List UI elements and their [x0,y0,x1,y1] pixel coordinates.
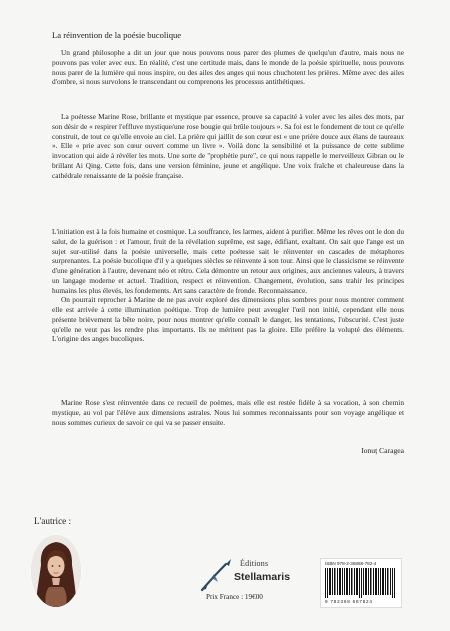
author-portrait [31,535,81,607]
paragraph: Marine Rose s'est réinventée dans ce recueil de poèmes, mais elle est restée fidèle à sa vocation, à son chemin mystique, au vol par l'élève aux dimensions astrales. Nous lui sommes reconnaissants pour son voyage angélique et nous sommes curieux de savoir ce qui va se passer ensuite. [52,398,404,427]
paragraph: On pourrait reprocher à Marine de ne pas avoir exploré des dimensions plus sombres pour nous montrer comment elle est arrivée à cette illumination poétique. Trop de lumière peut aveugler l'œil non initié, cependant elle nous présente brièvement la bête noire, pour nous montrer qu'elle connaît le danger, les tentations, l'obscurité. C'est juste qu'elle ne veut pas les rendre plus importants. Ils ne méritent pas la gloire. Elle préfère la volupté des éléments. L'origine des anges bucoliques. [52,295,404,344]
author-signature: Ionuț Caragea [361,446,404,455]
price-label: Prix France : 19€00 [206,593,263,601]
page-title: La réinvention de la poésie bucolique [52,30,182,40]
publisher-prefix: Éditions [240,559,269,568]
barcode-graphic [325,568,397,598]
paragraph: La poétesse Marine Rose, brillante et mystique par essence, prouve sa capacité à voler avec les ailes des mots, par son désir de « respirer l'effluve mystique/une rose bougie qui brûle toujours ». Sa foi est le fondement de tout ce qu'elle construit, de tout ce qu'elle envoie au ciel. La prière qui jaillit de son cœur est « une prière douce aux élans de taureaux ». Elle « prie avec son cœur ouvert comme un livre ». Voilà donc la sensibilité et la puissance de cette sublime invocation qui aide à révéler les mots. Une sorte de "prophétie pure", ce qui nous rappelle le merveilleux Gibran ou le brillant Ai Qing. Cette fois, dans une version féminine, jeune et angélique. Une voix fraîche et chaleureuse dans la cathédrale renaissante de la poésie française. [52,112,404,180]
barcode-block [320,558,402,608]
paragraph-section-4 [52,398,404,427]
paragraph: L'initiation est à la fois humaine et cosmique. La souffrance, les larmes, aident à purifier. Même les rêves ont le don du salut, de la guérison : et l'amour, fruit de la révélation suprême, est sage, édifiant, exaltant. On sait que l'ange est un sujet sur-utilisé dans la poésie universelle, mais cette poétesse sait le réinventer en cascades de métaphores surprenantes. La poésie bucolique d'il y a quelques siècles se réinvente à son tour. Ainsi que le classicisme se réinvente d'une génération à l'autre, devenant néo et rétro. Cela démontre un retour aux origines, aux anciennes valeurs, à travers un langage moderne et actuel. Tradition, respect et réinvention. Changement, évolution, sans trahir les principes humains les plus élevés, les fondements. Art sans caractère de fronde. Reconnaissance. [52,227,404,295]
paragraph-section-3 [52,227,404,344]
portrait-image [31,535,81,607]
paragraph-section-1 [52,48,404,87]
paragraph-section-2 [52,112,404,180]
author-label: L'autrice : [34,516,72,526]
paragraph: Un grand philosophe a dit un jour que nous pouvons nous parer des plumes de quelqu'un d'autre, mais nous ne pouvons pas voler avec eux. En réalité, c'est une certitude mais, dans le monde de la poésie spirituelle, nous pouvons nous parer de la lumière qui nous inspire, ou des ailes des anges qui nous chuchotent les prières. Même avec des ailes d'ombre, si nous survolons le transcendant ou comprenons les processus antithétiques. [52,48,404,87]
barcode-number: 9 782368 687824 [325,599,373,604]
publisher-name: Stellamaris [234,571,291,583]
isbn-text: ISBN 978-2-36868-782-4 [325,561,377,566]
